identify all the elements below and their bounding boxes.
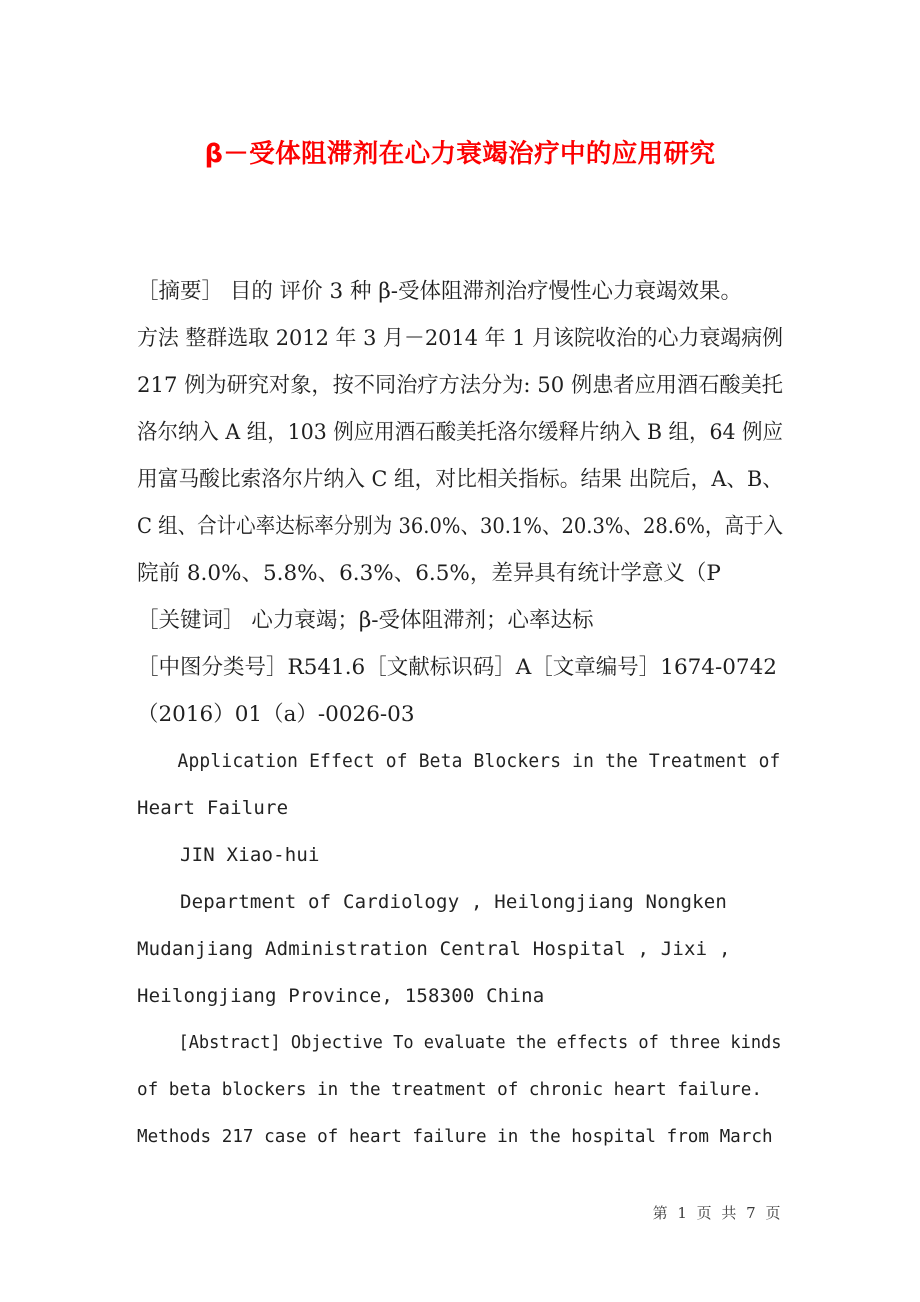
page-title: β－受体阻滞剂在心力衰竭治疗中的应用研究 <box>204 139 716 170</box>
classification-cn-line-2: （2016）01（a）-0026-03 <box>137 702 415 727</box>
abstract-en-line-1: [Abstract] Objective To evaluate the effects of three kinds <box>178 1033 782 1053</box>
document-body <box>137 268 783 1161</box>
affiliation-en-line-3: Heilongjiang Province, 158300 China <box>137 985 545 1007</box>
abstract-cn-line-1: ［摘要］ 目的 评价 3 种 β-受体阻滞剂治疗慢性心力衰竭效果。 <box>137 279 743 304</box>
abstract-cn-line-2: 方法 整群选取 2012 年 3 月－2014 年 1 月该院收治的心力衰竭病例 <box>137 326 783 351</box>
title-en-line-1: Application Effect of Beta Blockers in the Treatment of <box>177 750 781 772</box>
abstract-en-line-2: of beta blockers in the treatment of chronic heart failure. <box>137 1080 762 1100</box>
keywords-cn-line: ［关键词］ 心力衰竭；β-受体阻滞剂；心率达标 <box>137 608 594 633</box>
abstract-cn-line-4: 洛尔纳入 A 组，103 例应用酒石酸美托洛尔缓释片纳入 B 组，64 例应 <box>137 420 783 445</box>
page-number-indicator: 第 1 页 共 7 页 <box>652 1204 783 1222</box>
abstract-cn-line-3: 217 例为研究对象，按不同治疗方法分为: 50 例患者应用酒石酸美托 <box>137 373 783 398</box>
affiliation-en-line-1: Department of Cardiology , Heilongjiang Nongken <box>180 891 728 913</box>
abstract-cn-line-6: C 组、合计心率达标率分别为 36.0%、30.1%、20.3%、28.6%，高于入 <box>137 514 783 539</box>
abstract-cn-line-7: 院前 8.0%、5.8%、6.3%、6.5%，差异具有统计学意义（P <box>137 561 721 586</box>
title-en-line-2: Heart Failure <box>137 797 289 819</box>
abstract-en-line-3: Methods 217 case of heart failure in the hospital from March <box>137 1127 773 1147</box>
abstract-cn-line-5: 用富马酸比索洛尔片纳入 C 组，对比相关指标。结果 出院后，A、B、 <box>137 467 783 492</box>
classification-cn-line-1: ［中图分类号］R541.6［文献标识码］A［文章编号］1674-0742 <box>137 655 777 680</box>
author-en-name: JIN Xiao-hui <box>180 844 320 866</box>
affiliation-en-line-2: Mudanjiang Administration Central Hospital , Jixi , <box>137 938 731 960</box>
